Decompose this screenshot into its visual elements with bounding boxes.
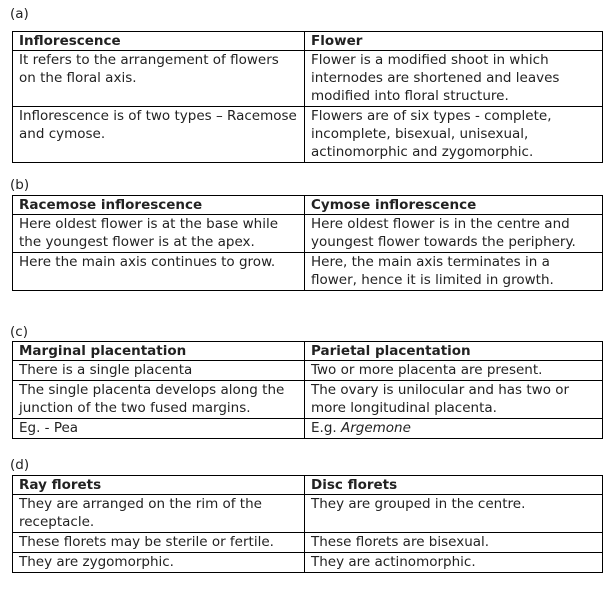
table-cell: Flower is a modified shoot in which internodes are shortened and leaves modified into floral structure.	[305, 51, 603, 107]
column-header: Racemose inflorescence	[13, 196, 305, 215]
comparison-table-florets	[12, 475, 603, 573]
section-label-a: (a)	[10, 6, 29, 22]
table-header-row	[13, 476, 603, 495]
table-cell: They are grouped in the centre.	[305, 495, 603, 533]
table-cell: They are actinomorphic.	[305, 553, 603, 573]
table-row	[13, 533, 603, 553]
table-row	[13, 381, 603, 419]
table-cell: Flowers are of six types - complete, incomplete, bisexual, unisexual, actinomorphic and zygomorphic.	[305, 107, 603, 163]
comparison-table-inflorescence-flower	[12, 31, 603, 163]
comparison-table-placentation	[12, 341, 603, 439]
table-row	[13, 361, 603, 381]
table-row	[13, 51, 603, 107]
table-cell: Two or more placenta are present.	[305, 361, 603, 381]
table-cell: The ovary is unilocular and has two or more longitudinal placenta.	[305, 381, 603, 419]
table-cell: There is a single placenta	[13, 361, 305, 381]
table-cell: These florets may be sterile or fertile.	[13, 533, 305, 553]
table-cell: Here, the main axis terminates in a flower, hence it is limited in growth.	[305, 253, 603, 291]
section-label-c: (c)	[10, 324, 28, 340]
table-cell: Here oldest flower is in the centre and youngest flower towards the periphery.	[305, 215, 603, 253]
table-cell: They are arranged on the rim of the receptacle.	[13, 495, 305, 533]
section-label-d: (d)	[10, 457, 30, 473]
table-header-row	[13, 32, 603, 51]
table-cell: They are zygomorphic.	[13, 553, 305, 573]
table-cell: Eg. - Pea	[13, 419, 305, 439]
column-header: Marginal placentation	[13, 342, 305, 361]
table-row	[13, 107, 603, 163]
table-cell	[305, 419, 603, 439]
table-row	[13, 419, 603, 439]
table-cell: The single placenta develops along the junction of the two fused margins.	[13, 381, 305, 419]
table-cell: Here the main axis continues to grow.	[13, 253, 305, 291]
table-cell: These florets are bisexual.	[305, 533, 603, 553]
table-row	[13, 553, 603, 573]
table-cell: It refers to the arrangement of flowers on the floral axis.	[13, 51, 305, 107]
section-label-b: (b)	[10, 177, 30, 193]
column-header: Disc florets	[305, 476, 603, 495]
column-header: Flower	[305, 32, 603, 51]
table-cell: Here oldest flower is at the base while the youngest flower is at the apex.	[13, 215, 305, 253]
example-prefix: E.g.	[311, 420, 341, 436]
table-row	[13, 253, 603, 291]
table-header-row	[13, 342, 603, 361]
table-row	[13, 215, 603, 253]
table-header-row	[13, 196, 603, 215]
column-header: Inflorescence	[13, 32, 305, 51]
table-cell: Inflorescence is of two types – Racemose and cymose.	[13, 107, 305, 163]
table-row	[13, 495, 603, 533]
column-header: Parietal placentation	[305, 342, 603, 361]
column-header: Ray florets	[13, 476, 305, 495]
column-header: Cymose inflorescence	[305, 196, 603, 215]
comparison-table-racemose-cymose	[12, 195, 603, 291]
example-italic-name: Argemone	[340, 420, 411, 436]
